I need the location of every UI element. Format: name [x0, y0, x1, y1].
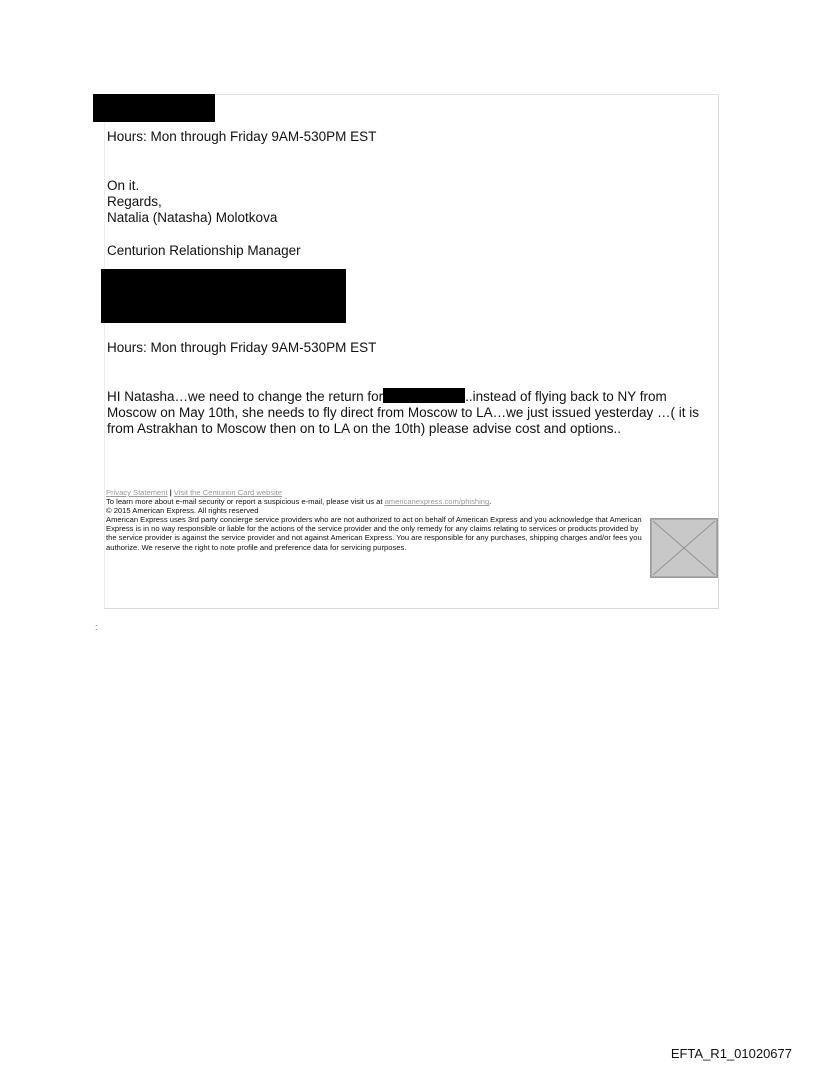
email-footer — [106, 488, 650, 552]
security-notice — [106, 497, 650, 506]
sender-name: Natalia (Natasha) Molotkova — [107, 210, 278, 225]
centurion-website-link[interactable]: Visit the Centurion Card website — [173, 488, 283, 497]
hours-line-2: Hours: Mon through Friday 9AM-530PM EST — [107, 340, 377, 355]
hours-line-1: Hours: Mon through Friday 9AM-530PM EST — [107, 129, 377, 144]
disclaimer-text: American Express uses 3rd party concierge service providers who are not authorized to act on behalf of American Express and you acknowledge that American Express is in no way responsible or liable for the actions of the service provider and the only remedy for any claims relating to services or products provided by the service provider is against the service provider and not against American Express. You are responsible for any purchases, shipping charges and/or fees you authorize. We reserve the right to note profile and preference data for servicing purposes. — [106, 515, 642, 552]
message-text-after: ..instead of flying back to NY from Moscow on May 10th, she needs to fly direct from Moscow to LA…we just issued yesterday …( it is from Astrakhan to Moscow then on to LA on the 10th) please advise cost and options.. — [107, 389, 699, 436]
privacy-statement-link[interactable]: Privacy Statement — [106, 488, 168, 497]
sender-title: Centurion Relationship Manager — [107, 243, 301, 258]
footer-separator: | — [169, 488, 172, 497]
redaction-block-signature — [101, 269, 346, 323]
reply-line-1: On it. — [107, 178, 140, 193]
copyright-text: © 2015 American Express. All rights reserved — [106, 506, 259, 516]
reply-line-2: Regards, — [107, 194, 162, 209]
footer-links-row — [106, 488, 650, 497]
broken-image-icon — [650, 518, 718, 578]
page-mark: : — [95, 622, 98, 632]
message-body — [107, 388, 711, 437]
phishing-link[interactable]: americanexpress.com/phishing — [384, 497, 490, 507]
security-period: . — [489, 497, 492, 507]
redaction-block-top — [93, 94, 215, 122]
redaction-inline-name — [383, 388, 465, 403]
security-text: To learn more about e-mail security or report a suspicious e-mail, please visit us at — [106, 497, 383, 507]
message-text-before: HI Natasha…we need to change the return for — [107, 389, 384, 404]
bates-number: EFTA_R1_01020677 — [670, 1046, 792, 1061]
